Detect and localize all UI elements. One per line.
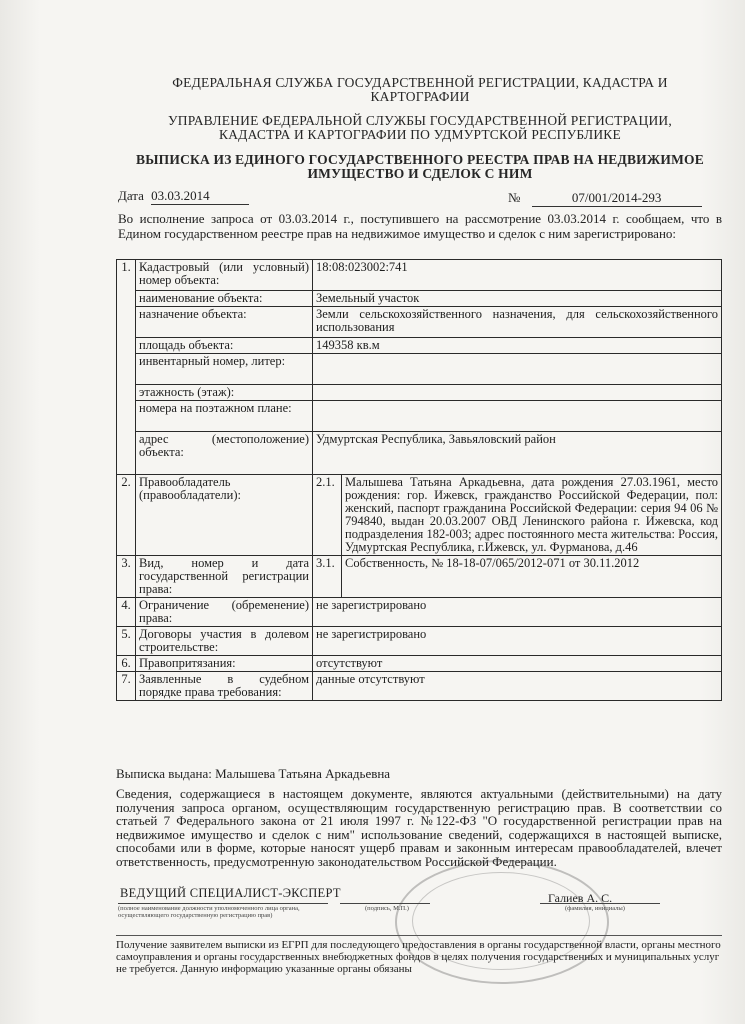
object-area-label: площадь объекта: — [136, 338, 313, 354]
number-value: 07/001/2014-293 — [532, 190, 702, 207]
table-row — [117, 627, 722, 656]
object-area-value: 149358 кв.м — [313, 338, 722, 354]
object-name-label: наименование объекта: — [136, 291, 313, 307]
intro-text: Во исполнение запроса от 03.03.2014 г., поступившего на рассмотрение 03.03.2014 г. сообщаем, что в Едином государственном реестре прав на недвижимое имущество и сделок с ним зарегистрировано: — [118, 211, 722, 241]
header-line-1: ФЕДЕРАЛЬНАЯ СЛУЖБА ГОСУДАРСТВЕННОЙ РЕГИСТРАЦИИ, КАДАСТРА И — [172, 75, 668, 90]
row-number: 6. — [117, 656, 136, 672]
inventory-number-label: инвентарный номер, литер: — [136, 354, 313, 385]
table-row — [117, 401, 722, 432]
date-label: Дата — [118, 188, 144, 203]
header-line-2: КАРТОГРАФИИ — [370, 89, 470, 104]
signer-name: Галиев А. С. — [548, 891, 613, 905]
floor-plan-value — [313, 401, 722, 432]
issued-to: Выписка выдана: Малышева Татьяна Аркадьевна — [116, 766, 391, 781]
table-row — [117, 672, 722, 701]
floors-value — [313, 385, 722, 401]
rights-table — [116, 259, 722, 701]
footer-note: Получение заявителем выписки из ЕГРП для последующего предоставления в органы государственной власти, органы местного самоуправления и органы государственных внебюджетных фондов в целях получения государственных и муниципальных услуг не требуется. Данную информацию указанные органы обязаны — [116, 935, 722, 975]
table-row — [117, 354, 722, 385]
table-row — [117, 260, 722, 291]
header-line-3: УПРАВЛЕНИЕ ФЕДЕРАЛЬНОЙ СЛУЖБЫ ГОСУДАРСТВЕННОЙ РЕГИСТРАЦИИ, — [168, 113, 672, 128]
owner-value: Малышева Татьяна Аркадьевна, дата рождения 27.03.1961, место рождения: гор. Ижевск, гражданство Российской Федерации, пол: женский, паспорт гражданина Российской Федерации: серия 94 06 № 794840, выдан 20.03.2007 ОВД Ленинского района г. Ижевска, код подразделения 182-003; адрес постоянного места жительства: Россия, Удмуртская Республика, г.Ижевск, ул. Фурманова, д.46 — [342, 475, 722, 556]
row-number: 4. — [117, 598, 136, 627]
floors-label: этажность (этаж): — [136, 385, 313, 401]
right-subnumber: 3.1. — [313, 556, 342, 598]
object-purpose-value: Земли сельскохозяйственного назначения, для сельскохозяйственного использования — [313, 307, 722, 338]
signature-caption: (подпись, М.П.) — [365, 905, 409, 912]
table-row — [117, 307, 722, 338]
legal-note: Сведения, содержащиеся в настоящем документе, являются актуальными (действительными) на дату получения запроса органом, осуществляющим государственную регистрацию прав. В соответствии со статьей 7 Федерального закона от 21 июля 1997 г. №122-ФЗ "О государственной регистрации прав на недвижимое имущество и сделок с ним" использование сведений, содержащихся в настоящей выписке, способами или в форме, которые наносят ущерб правам и законным интересам правообладателей, влечет ответственность, предусмотренную законодательством Российской Федерации. — [116, 786, 722, 869]
table-row — [117, 656, 722, 672]
row-number: 7. — [117, 672, 136, 701]
right-type-label: Вид, номер и дата государственной регистрации права: — [136, 556, 313, 598]
name-caption: (фамилия, инициалы) — [565, 905, 625, 912]
encumbrance-label: Ограничение (обременение) права: — [136, 598, 313, 627]
table-row — [117, 475, 722, 556]
position-line — [118, 903, 328, 904]
position-caption: (полное наименование должности уполномоченного лица органа, осуществляющего государственную регистрацию прав) — [118, 905, 300, 919]
date-block — [118, 188, 249, 205]
title-line-2: ИМУЩЕСТВО И СДЕЛОК С НИМ — [307, 166, 533, 181]
object-name-value: Земельный участок — [313, 291, 722, 307]
cadastral-number-label: Кадастровый (или условный) номер объекта: — [136, 260, 313, 291]
court-claims-value: данные отсутствуют — [313, 672, 722, 701]
number-label: № — [508, 190, 521, 205]
number-block — [508, 190, 702, 207]
table-row — [117, 598, 722, 627]
header-line-4: КАДАСТРА И КАРТОГРАФИИ ПО УДМУРТСКОЙ РЕСПУБЛИКЕ — [219, 127, 621, 142]
claims-value: отсутствуют — [313, 656, 722, 672]
shared-construction-label: Договоры участия в долевом строительстве: — [136, 627, 313, 656]
table-row — [117, 432, 722, 475]
date-value: 03.03.2014 — [151, 188, 249, 205]
address-value: Удмуртская Республика, Завьяловский район — [313, 432, 722, 475]
owner-label: Правообладатель (правообладатели): — [136, 475, 313, 556]
claims-label: Правопритязания: — [136, 656, 313, 672]
signature-line — [340, 903, 430, 904]
row-number: 1. — [117, 260, 136, 475]
table-row — [117, 385, 722, 401]
row-number: 2. — [117, 475, 136, 556]
row-number: 5. — [117, 627, 136, 656]
table-row — [117, 291, 722, 307]
cadastral-number-value: 18:08:023002:741 — [313, 260, 722, 291]
row-number: 3. — [117, 556, 136, 598]
shared-construction-value: не зарегистрировано — [313, 627, 722, 656]
address-label: адрес (местоположение) объекта: — [136, 432, 313, 475]
table-row — [117, 556, 722, 598]
object-purpose-label: назначение объекта: — [136, 307, 313, 338]
floor-plan-label: номера на поэтажном плане: — [136, 401, 313, 432]
table-row — [117, 338, 722, 354]
signer-position: ВЕДУЩИЙ СПЕЦИАЛИСТ-ЭКСПЕРТ — [120, 886, 341, 900]
encumbrance-value: не зарегистрировано — [313, 598, 722, 627]
court-claims-label: Заявленные в судебном порядке права требования: — [136, 672, 313, 701]
inventory-number-value — [313, 354, 722, 385]
right-type-value: Собственность, № 18-18-07/065/2012-071 от 30.11.2012 — [342, 556, 722, 598]
owner-subnumber: 2.1. — [313, 475, 342, 556]
title-line-1: ВЫПИСКА ИЗ ЕДИНОГО ГОСУДАРСТВЕННОГО РЕЕСТРА ПРАВ НА НЕДВИЖИМОЕ — [136, 152, 704, 167]
